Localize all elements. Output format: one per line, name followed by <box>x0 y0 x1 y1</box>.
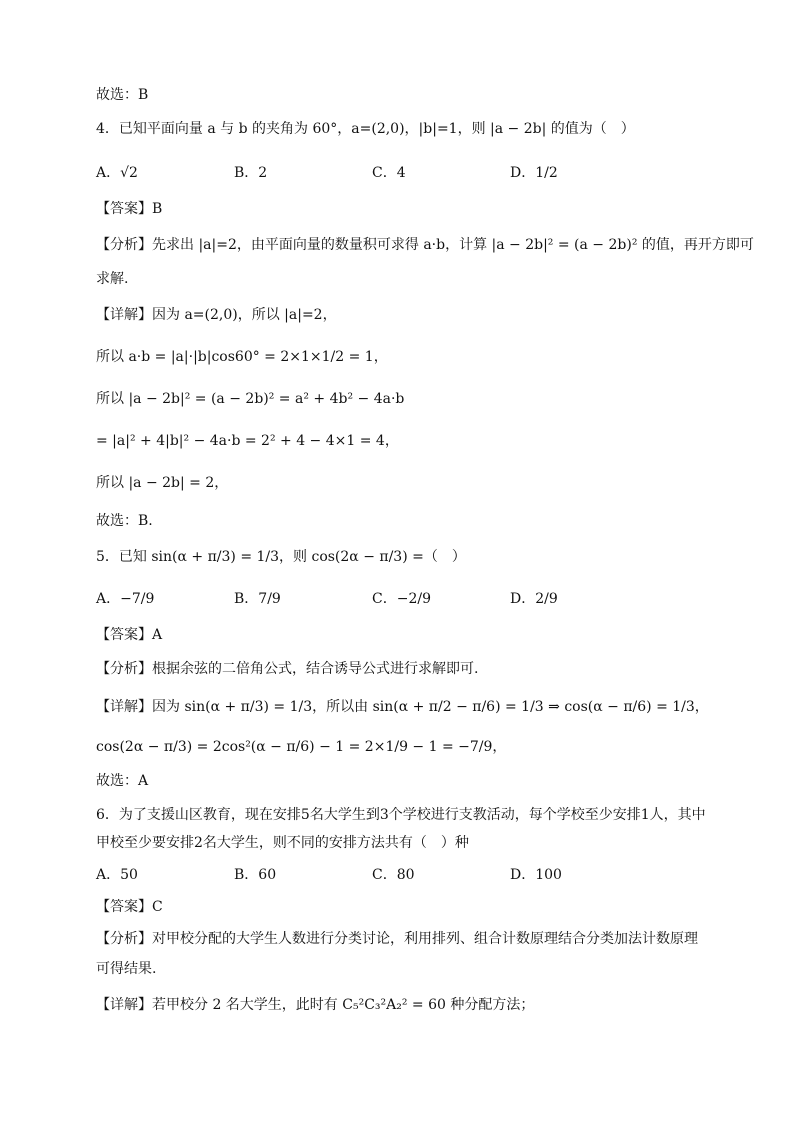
q5-conclusion: 故选：A <box>96 773 149 789</box>
q4-answer: 【答案】B <box>96 201 163 217</box>
q6-option-d: D．100 <box>510 867 562 883</box>
question-6-line-1: 6．为了支援山区教育，现在安排5名大学生到3个学校进行支教活动，每个学校至少安排1人，其中 <box>96 807 706 823</box>
question-4: 4．已知平面向量 a 与 b 的夹角为 60°，a=(2,0)，|b|=1，则 |a − 2b| 的值为（ ） <box>96 121 635 137</box>
q5-detail-line-2: cos(2α − π/3) = 2cos²(α − π/6) − 1 = 2×1/9 − 1 = −7/9， <box>96 739 507 755</box>
q4-option-d: D．1/2 <box>510 165 558 181</box>
q6-detail-line-1: 【详解】若甲校分 2 名大学生，此时有 C₅²C₃²A₂² = 60 种分配方法； <box>96 997 535 1013</box>
q4-detail-line-2: 所以 a·b = |a|·|b|cos60° = 2×1×1/2 = 1， <box>96 349 388 365</box>
q4-option-a: A．√2 <box>96 165 138 181</box>
q6-analysis-line-2: 可得结果. <box>96 961 157 977</box>
q4-analysis-line-1: 【分析】先求出 |a|=2，由平面向量的数量积可求得 a·b，计算 |a − 2b|² = (a − 2b)² 的值，再开方即可 <box>96 237 754 253</box>
q4-detail-line-4: = |a|² + 4|b|² − 4a·b = 2² + 4 − 4×1 = 4， <box>96 433 399 449</box>
q4-detail-line-5: 所以 |a − 2b| = 2， <box>96 475 229 491</box>
q6-option-b: B．60 <box>234 867 277 883</box>
question-5: 5．已知 sin(α + π/3) = 1/3，则 cos(2α − π/3) =（ ） <box>96 549 466 565</box>
q4-detail-line-3: 所以 |a − 2b|² = (a − 2b)² = a² + 4b² − 4a·b <box>96 391 405 407</box>
prev-answer-line: 故选：B <box>96 87 149 103</box>
q5-option-a: A．−7/9 <box>96 591 155 607</box>
q5-detail-line-1: 【详解】因为 sin(α + π/3) = 1/3，所以由 sin(α + π/2 − π/6) = 1/3 ⇒ cos(α − π/6) = 1/3， <box>96 699 709 715</box>
q5-option-d: D．2/9 <box>510 591 558 607</box>
q5-answer: 【答案】A <box>96 627 163 643</box>
q4-conclusion: 故选：B. <box>96 513 153 529</box>
question-6-line-2: 甲校至少要安排2名大学生，则不同的安排方法共有（ ）种 <box>96 835 469 851</box>
q4-option-b: B．2 <box>234 165 268 181</box>
q5-option-c: C．−2/9 <box>372 591 431 607</box>
q5-analysis: 【分析】根据余弦的二倍角公式，结合诱导公式进行求解即可. <box>96 661 479 677</box>
q6-option-a: A．50 <box>96 867 138 883</box>
q4-detail-line-1: 【详解】因为 a=(2,0)，所以 |a|=2， <box>96 307 337 323</box>
q4-option-c: C．4 <box>372 165 406 181</box>
q5-option-b: B．7/9 <box>234 591 281 607</box>
q6-analysis-line-1: 【分析】对甲校分配的大学生人数进行分类讨论，利用排列、组合计数原理结合分类加法计数原理 <box>96 931 698 947</box>
q6-option-c: C．80 <box>372 867 415 883</box>
q6-answer: 【答案】C <box>96 899 163 915</box>
q4-analysis-line-2: 求解. <box>96 271 129 287</box>
